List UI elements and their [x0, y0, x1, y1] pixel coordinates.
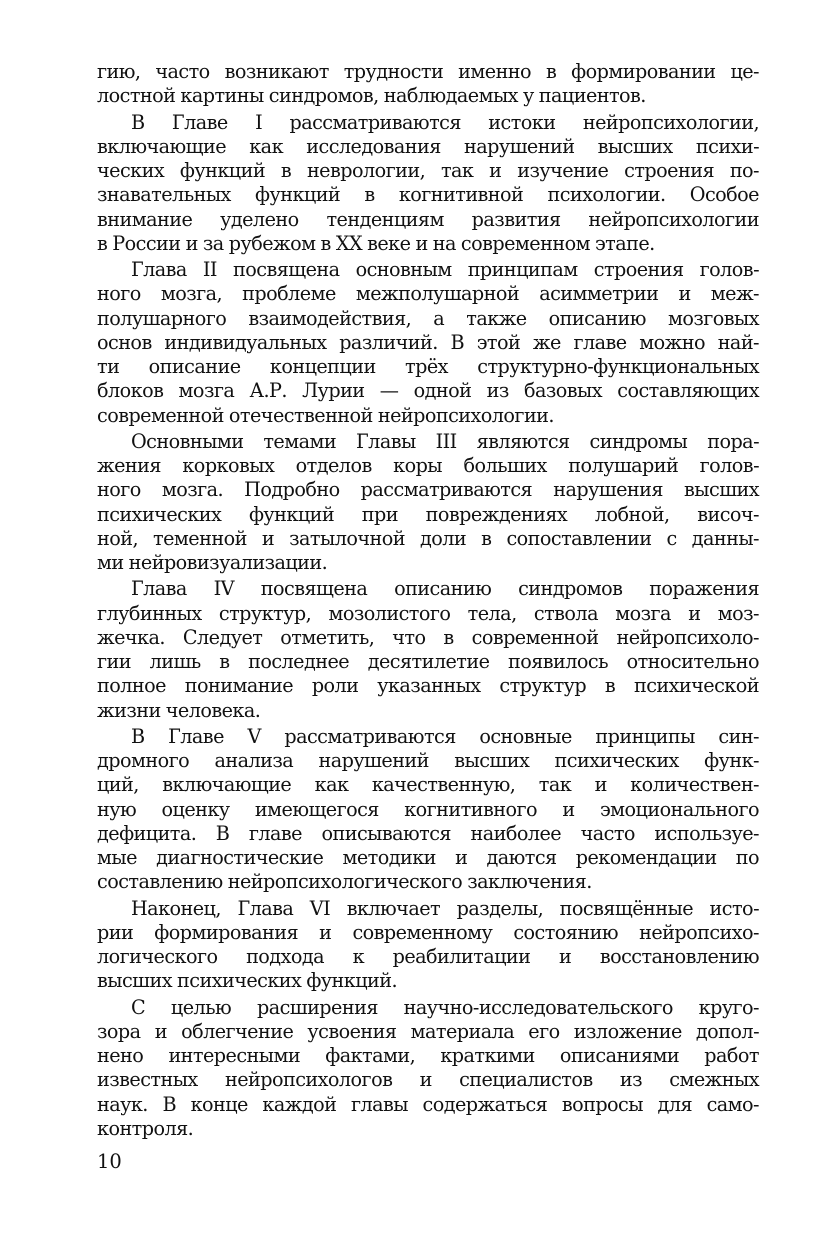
text-line: ную оценку имеющегося когнитивного и эмоционального	[97, 797, 759, 821]
paragraph-intro-continuation	[97, 60, 759, 109]
text-line: мые диагностические методики и даются рекомендации по	[97, 846, 759, 869]
paragraph-chapter-3	[97, 430, 759, 576]
text-line: жизни человека.	[97, 698, 261, 722]
text-line: лостной картины синдромов, наблюдаемых у пациентов.	[97, 84, 646, 108]
text-line: В Главе I рассматриваются истоки нейропсихологии,	[131, 110, 759, 134]
text-line: глубинных структур, мозолистого тела, ствола мозга и моз-	[97, 601, 759, 625]
text-line: гии лишь в последнее десятилетие появилось относительно	[97, 650, 759, 673]
text-line: жечка. Следует отметить, что в современной нейропсихоло-	[97, 625, 759, 649]
text-line: в России и за рубежом в XX веке и на современном этапе.	[97, 231, 655, 255]
text-line: полушарного взаимодействия, а также описанию мозговых	[97, 306, 759, 330]
text-line: логического подхода к реабилитации и восстановлению	[97, 945, 759, 968]
paragraph-chapter-5	[97, 725, 759, 895]
text-line: В Главе V рассматриваются основные принципы син-	[131, 724, 759, 748]
text-line: зора и облегчение усвоения материала его изложение допол-	[97, 1019, 759, 1043]
text-line: психических функций при повреждениях лобной, височ-	[97, 502, 759, 526]
text-line: известных нейропсихологов и специалистов из смежных	[97, 1068, 759, 1092]
page-body	[97, 60, 759, 1143]
text-line: внимание уделено тенденциям развития нейропсихологии	[97, 207, 759, 231]
text-line: дефицита. В главе описываются наиболее часто используе-	[97, 821, 759, 845]
text-line: ной, теменной и затылочной доли в сопоставлении с данны-	[97, 526, 759, 550]
text-line: ческих функций в неврологии, так и изучение строения по-	[97, 159, 759, 182]
text-line: контроля.	[97, 1116, 194, 1140]
text-line: ти описание концепции трёх структурно-функциональных	[97, 355, 759, 378]
text-line: высших психических функций.	[97, 969, 398, 993]
text-line: Глава IV посвящена описанию синдромов поражения	[131, 577, 759, 601]
text-line: полное понимание роли указанных структур в психической	[97, 674, 759, 698]
paragraph-chapter-2	[97, 258, 759, 428]
text-line: ного мозга, проблеме межполушарной асимметрии и меж-	[97, 282, 759, 306]
page-number: 10	[97, 1150, 122, 1173]
paragraph-chapter-4	[97, 577, 759, 723]
paragraph-closing	[97, 996, 759, 1142]
text-line: нено интересными фактами, краткими описаниями работ	[97, 1044, 759, 1067]
text-line: наук. В конце каждой главы содержаться вопросы для само-	[97, 1092, 759, 1116]
text-line: Наконец, Глава VI включает разделы, посвящённые исто-	[131, 896, 759, 920]
paragraph-chapter-1	[97, 111, 759, 257]
text-line: знавательных функций в когнитивной психологии. Особое	[97, 183, 759, 207]
text-line: С целью расширения научно-исследовательского круго-	[131, 995, 759, 1019]
text-line: Глава II посвящена основным принципам строения голов-	[131, 258, 759, 281]
text-line: рии формирования и современному состоянию нейропсихо-	[97, 920, 759, 944]
text-line: современной отечественной нейропсихологии.	[97, 403, 554, 427]
text-line: ций, включающие как качественную, так и количествен-	[97, 773, 759, 797]
text-line: составлению нейропсихологического заключения.	[97, 870, 592, 894]
text-line: Основными темами Главы III являются синдромы пора-	[131, 429, 759, 453]
paragraph-chapter-6	[97, 897, 759, 994]
text-line: гию, часто возникают трудности именно в формировании це-	[97, 60, 759, 83]
text-line: блоков мозга А.Р. Лурии — одной из базовых составляющих	[97, 379, 759, 403]
text-line: дромного анализа нарушений высших психических функ-	[97, 749, 759, 772]
text-line: включающие как исследования нарушений высших психи-	[97, 134, 759, 158]
text-line: жения корковых отделов коры больших полушарий голов-	[97, 454, 759, 477]
text-line: ного мозга. Подробно рассматриваются нарушения высших	[97, 478, 759, 502]
text-line: основ индивидуальных различий. В этой же главе можно най-	[97, 330, 759, 354]
text-line: ми нейровизуализации.	[97, 551, 328, 574]
